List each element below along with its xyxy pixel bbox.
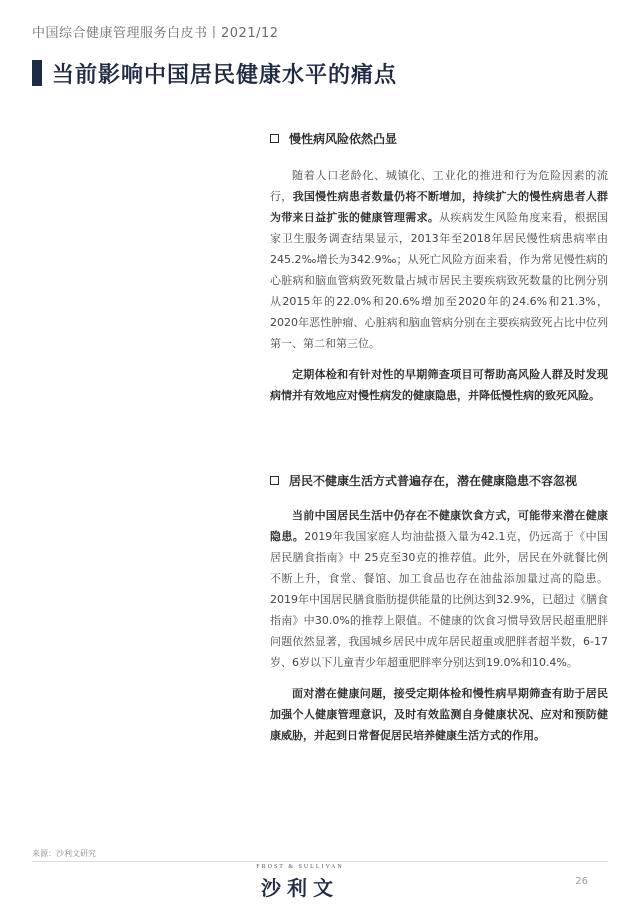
section-chronic-disease: [270, 130, 608, 406]
section-heading-text: 慢性病风险依然凸显: [289, 132, 398, 146]
logo-subtitle: FROST & SULLIVAN: [256, 864, 344, 870]
section-heading: [270, 130, 608, 147]
footer-divider: [32, 861, 608, 862]
checkbox-bullet-icon: [270, 134, 279, 143]
page-title: 当前影响中国居民健康水平的痛点: [52, 63, 398, 88]
paragraph-text: 随着人口老龄化、城镇化、工业化的推进和行为危险因素的流行，: [270, 169, 608, 203]
paragraph: [270, 165, 608, 354]
logo-wordmark: 沙利文: [261, 876, 339, 900]
paragraph-emphasis: 面对潜在健康问题，接受定期体检和慢性病早期筛查有助于居民加强个人健康管理意识，及时有效监测自身健康状况、应对和预防健康威胁，并起到日常督促居民培养健康生活方式的作用。: [270, 687, 608, 742]
section-heading-text: 居民不健康生活方式普遍存在，潜在健康隐患不容忽视: [289, 474, 578, 488]
paragraph: [270, 505, 608, 673]
title-accent-bar: [32, 60, 42, 86]
checkbox-bullet-icon: [270, 476, 279, 485]
paragraph-emphasis: 定期体检和有针对性的早期筛查项目可帮助高风险人群及时发现病情并有效地应对慢性病发的健康隐患，并降低慢性病的致死风险。: [270, 368, 608, 402]
paragraph-emphasis: 当前中国居民生活中仍存在不健康饮食方式，可能带来潜在健康隐患。: [270, 509, 608, 543]
brand-logo: [245, 864, 355, 901]
paragraph-text: 从疾病发生风险角度来看，根据国家卫生服务调查结果显示，2013年至2018年居民慢性病患病率由245.2‰增长为342.9‰；从死亡风险方面来看，作为常见慢性病的心脏病和脑血管病致死数量占城市居民主要疾病致死数量的比例分别从2015年的22.0%和20.6%增加至2020年的24.6%和21.3%，2020年恶性肿瘤、心脏病和脑血管病分别在主要疾病致死占比中位列第一、第二和第三位。: [270, 211, 609, 350]
source-note: 来源：沙利文研究: [32, 849, 96, 858]
running-header: 中国综合健康管理服务白皮书丨2021/12: [32, 26, 279, 41]
paragraph-emphasis: 我国慢性病患者数量仍将不断增加，持续扩大的慢性病患者人群为带来日益扩张的健康管理需求。: [270, 190, 609, 224]
section-heading: [270, 472, 608, 489]
section-lifestyle: [270, 472, 608, 746]
paragraph-text: 2019年我国家庭人均油盐摄入量为42.1克，仍远高于《中国居民膳食指南》中 25克至30克的推荐值。此外，居民在外就餐比例不断上升，食堂、餐馆、加工食品也存在油盐添加量过高的隐患。2019年中国居民膳食脂肪提供能量的比例达到32.9%，已超过《膳食指南》中30.0%的推荐上限值。不健康的饮食习惯导致居民超重肥胖问题依然显著，我国城乡居民中成年居民超重或肥胖者超半数，6-17岁、6岁以下儿童青少年超重肥胖率分别达到19.0%和10.4%。: [270, 530, 608, 669]
page-number: 26: [575, 876, 588, 887]
